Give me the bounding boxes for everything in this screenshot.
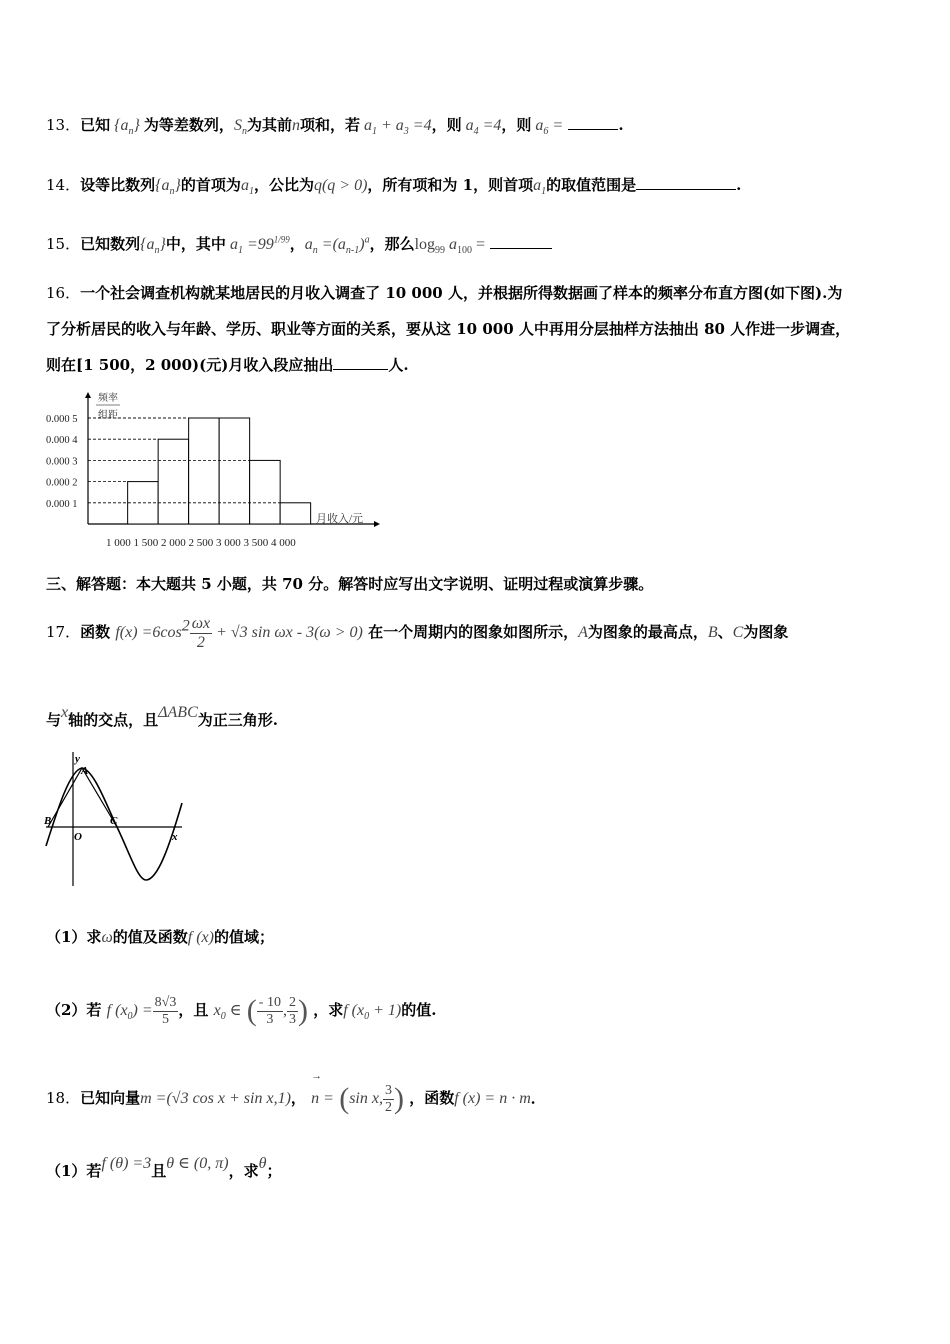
- question-16-line1: 16．一个社会调查机构就某地居民的月收入调查了 10 000 人，并根据所得数据画了样本的频率分布直方图(如下图).为: [46, 284, 843, 302]
- y-tick-label: 0.000 3: [46, 456, 78, 468]
- label-y: y: [75, 753, 80, 765]
- y-tick-label: 0.000 2: [46, 477, 78, 489]
- hist-bar: [280, 503, 311, 524]
- label-A: A: [81, 765, 89, 777]
- question-17: 17．函数 $f(x) =6\cos^2$ $\frac{\omega x}{2}$ + √3 sin ωx - 3(ω > 0) 在一个周期内的图象如图所示，A为图象的最高点，B、C为图象: [46, 615, 789, 651]
- answer-blank[interactable]: [568, 117, 618, 130]
- question-18-part1: （1）若f (θ) =3且θ ∈ (0, π)，求θ；: [46, 1155, 282, 1180]
- question-16-line3: 则在[1 500，2 000)(元)月收入段应抽出 人.: [46, 356, 409, 374]
- question-13: 13．已知 $\{a_n\}$ 为等差数列，$S_n$为其前n项和，若 $a_1 + a_3 =4$，则 $a_4 =4$，则 $a_6$ = .: [46, 116, 624, 138]
- y-label-top: 频率: [98, 393, 118, 404]
- label-C: C: [110, 815, 118, 827]
- hist-x-arrow: [374, 521, 380, 527]
- question-15: 15．已知数列$\{a_n\}$中，其中 $a_1 =99^{1/99}$，$a_n =(a_{n-1})^a$，那么$\log_{99} a_{100}$ =: [46, 233, 552, 256]
- question-17-part1: （1）求ω的值及函数f (x)的值域；: [46, 928, 274, 946]
- answer-blank[interactable]: [333, 357, 388, 370]
- q13-condition: $a_1 + a_3 =4$: [363, 117, 432, 138]
- hist-bar: [189, 418, 220, 524]
- y-tick-label: 0.000 4: [46, 435, 78, 447]
- answer-blank[interactable]: [490, 236, 552, 249]
- hist-y-arrow: [85, 392, 91, 398]
- q17-function: $f(x) =6\cos^2$ $\frac{\omega x}{2}$ + √3 sin ωx - 3(ω > 0): [115, 615, 363, 651]
- label-x: x: [172, 831, 178, 843]
- hist-bar: [158, 439, 189, 524]
- frequency-histogram: [44, 388, 384, 553]
- x-tick-labels: 1 000 1 500 2 000 2 500 3 000 3 500 4 000: [106, 537, 296, 549]
- question-16-line2: 了分析居民的收入与年龄、学历、职业等方面的关系，要从这 10 000 人中再用分层抽样方法抽出 80 人作进一步调查，: [46, 320, 851, 338]
- answer-blank[interactable]: [636, 177, 736, 190]
- hist-bar: [250, 460, 281, 524]
- label-B: B: [44, 815, 52, 827]
- section-3-heading: 三、解答题：本大题共 5 小题，共 70 分。解答时应写出文字说明、证明过程或演算步骤。: [46, 575, 654, 593]
- hist-bar: [219, 418, 250, 524]
- seq-an: $\{a_n\}$: [110, 117, 144, 138]
- y-tick-label: 0.000 5: [46, 414, 78, 425]
- sine-graph: [42, 748, 187, 890]
- x-axis-label: 月收入/元: [316, 513, 364, 525]
- q13-number: 13．: [46, 116, 81, 134]
- question-17-line2: 与x轴的交点，且ΔABC为正三角形.: [46, 704, 278, 729]
- label-O: O: [74, 831, 82, 843]
- y-label-bottom: 组距: [98, 410, 118, 421]
- y-tick-label: 0.000 1: [46, 498, 78, 510]
- question-18: 18．已知向量m =(√3 cos x + sin x,1)， → n = (sin x, $\frac{3}{2}$ ) ，函数f (x) = n · m．: [46, 1070, 546, 1115]
- question-14: 14．设等比数列$\{a_n\}$的首项为$a_1$，公比为q(q > 0)，所有项和为 1，则首项$a_1$的取值范围是 .: [46, 176, 742, 198]
- question-17-part2: （2）若 f $(x_0)$ = $\frac{8√3}{5}$ ，且 $x_0$ ∈ ( $\frac{- 10}{3}$ , $\frac{2}{3}$ ) ，求f $(x_0 + 1)$的值.: [46, 994, 437, 1027]
